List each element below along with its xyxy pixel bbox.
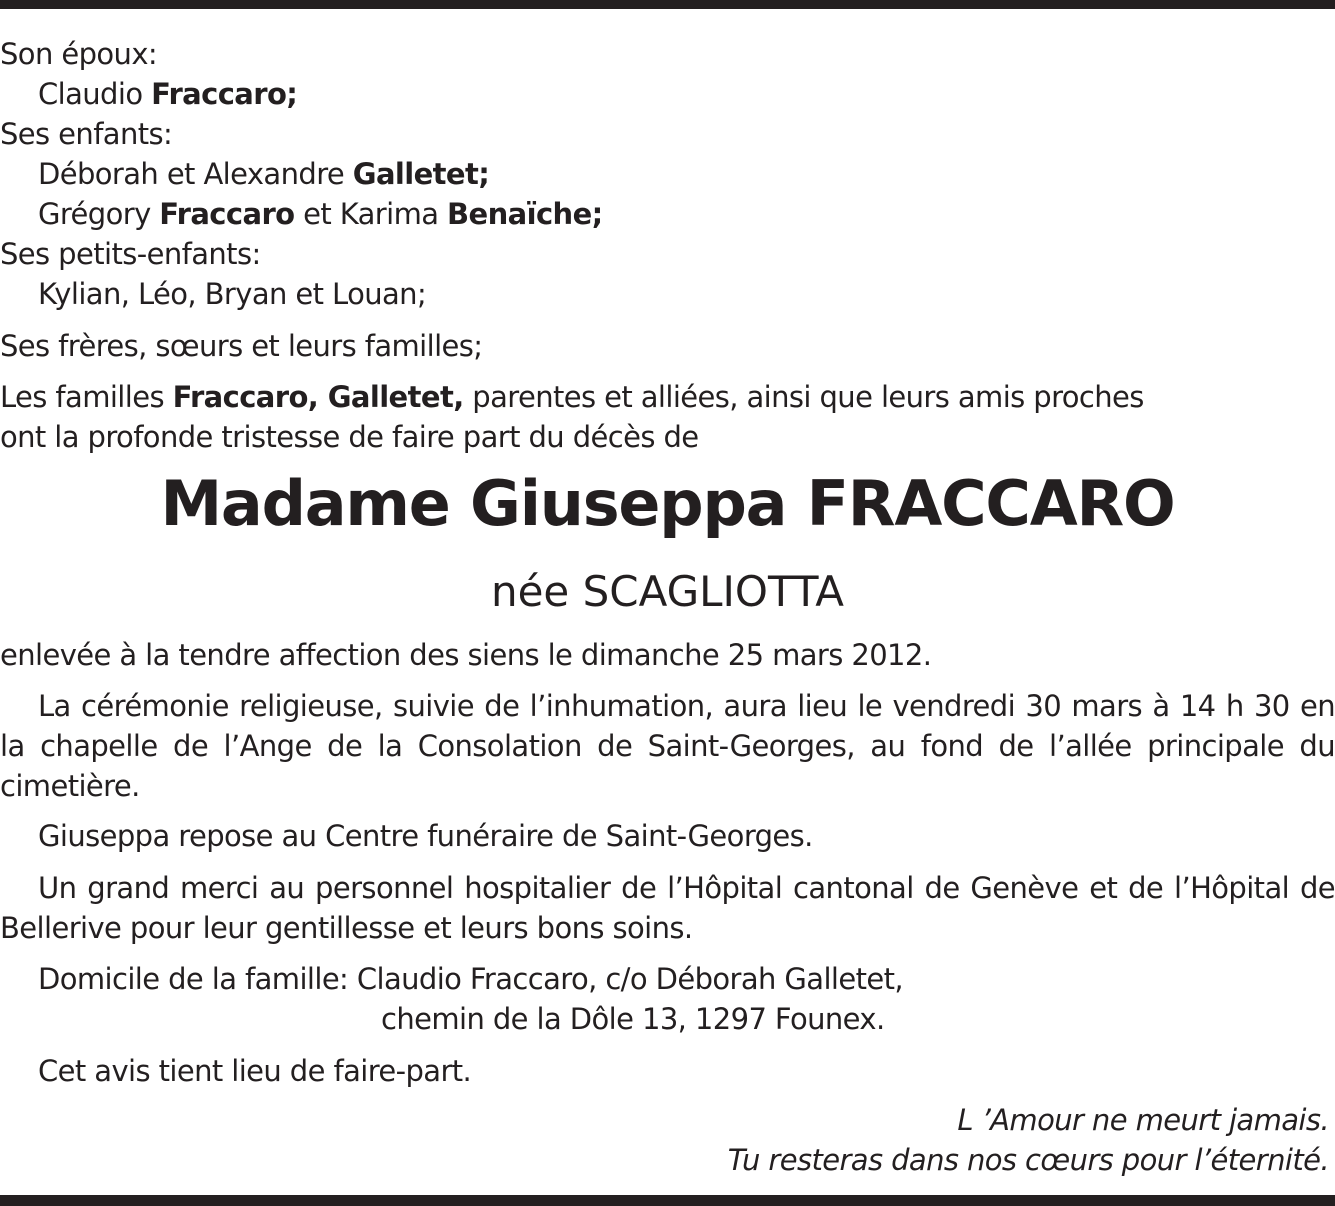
thanks-paragraph: Un grand merci au personnel hospitalier de l’Hôpital cantonal de Genève et de l’Hôpital de Bellerive pour leur gentillesse et leurs bons soins. <box>0 871 1335 945</box>
children-heading: Ses enfants: <box>0 117 173 151</box>
child1-last-name: Galletet; <box>352 157 490 191</box>
ceremony-paragraph: La cérémonie religieuse, suivie de l’inhumation, aura lieu le vendredi 30 mars à 14 h 30 en la chapelle de l’Ange de la Consolation de Saint-Georges, au fond de l’allée principale du cimetière. <box>0 689 1335 803</box>
grandchildren-names: Kylian, Léo, Bryan et Louan; <box>38 277 427 311</box>
child2-and-partner: et Karima <box>303 197 439 231</box>
families-line <box>0 380 1144 414</box>
child2-first-name: Grégory <box>38 197 151 231</box>
top-rule <box>0 0 1335 9</box>
bottom-rule <box>0 1195 1335 1206</box>
epitaph-line-1: L ’Amour ne meurt jamais. <box>957 1103 1329 1137</box>
siblings-line: Ses frères, sœurs et leurs familles; <box>0 329 483 363</box>
grandchildren-heading: Ses petits-enfants: <box>0 237 261 271</box>
families-prefix: Les familles <box>0 380 164 414</box>
deceased-name: Madame Giuseppa FRACCARO <box>160 467 1175 540</box>
address-line-1: Domicile de la famille: Claudio Fraccaro, c/o Déborah Galletet, <box>38 962 904 996</box>
child1-first-names: Déborah et Alexandre <box>38 157 345 191</box>
child2-partner-last-name: Benaïche; <box>447 197 603 231</box>
address-line-2: chemin de la Dôle 13, 1297 Founex. <box>381 1002 885 1036</box>
maiden-name: née SCAGLIOTTA <box>490 567 845 616</box>
child2-line <box>38 197 603 231</box>
spouse-first-name: Claudio <box>38 77 143 111</box>
families-names: Fraccaro, Galletet, <box>172 380 464 414</box>
passed-away-line: enlevée à la tendre affection des siens le dimanche 25 mars 2012. <box>0 638 932 672</box>
epitaph-line-2: Tu resteras dans nos cœurs pour l’éternité. <box>727 1143 1329 1177</box>
rests-line: Giuseppa repose au Centre funéraire de Saint-Georges. <box>38 819 813 853</box>
spouse-heading: Son époux: <box>0 37 158 71</box>
announcement-line: ont la profonde tristesse de faire part du décès de <box>0 420 699 454</box>
child2-last-name: Fraccaro <box>159 197 295 231</box>
notice-line: Cet avis tient lieu de faire-part. <box>38 1054 472 1088</box>
spouse-last-name: Fraccaro; <box>151 77 298 111</box>
families-suffix: parentes et alliées, ainsi que leurs amis proches <box>472 380 1144 414</box>
spouse-line <box>38 77 297 111</box>
child1-line <box>38 157 489 191</box>
